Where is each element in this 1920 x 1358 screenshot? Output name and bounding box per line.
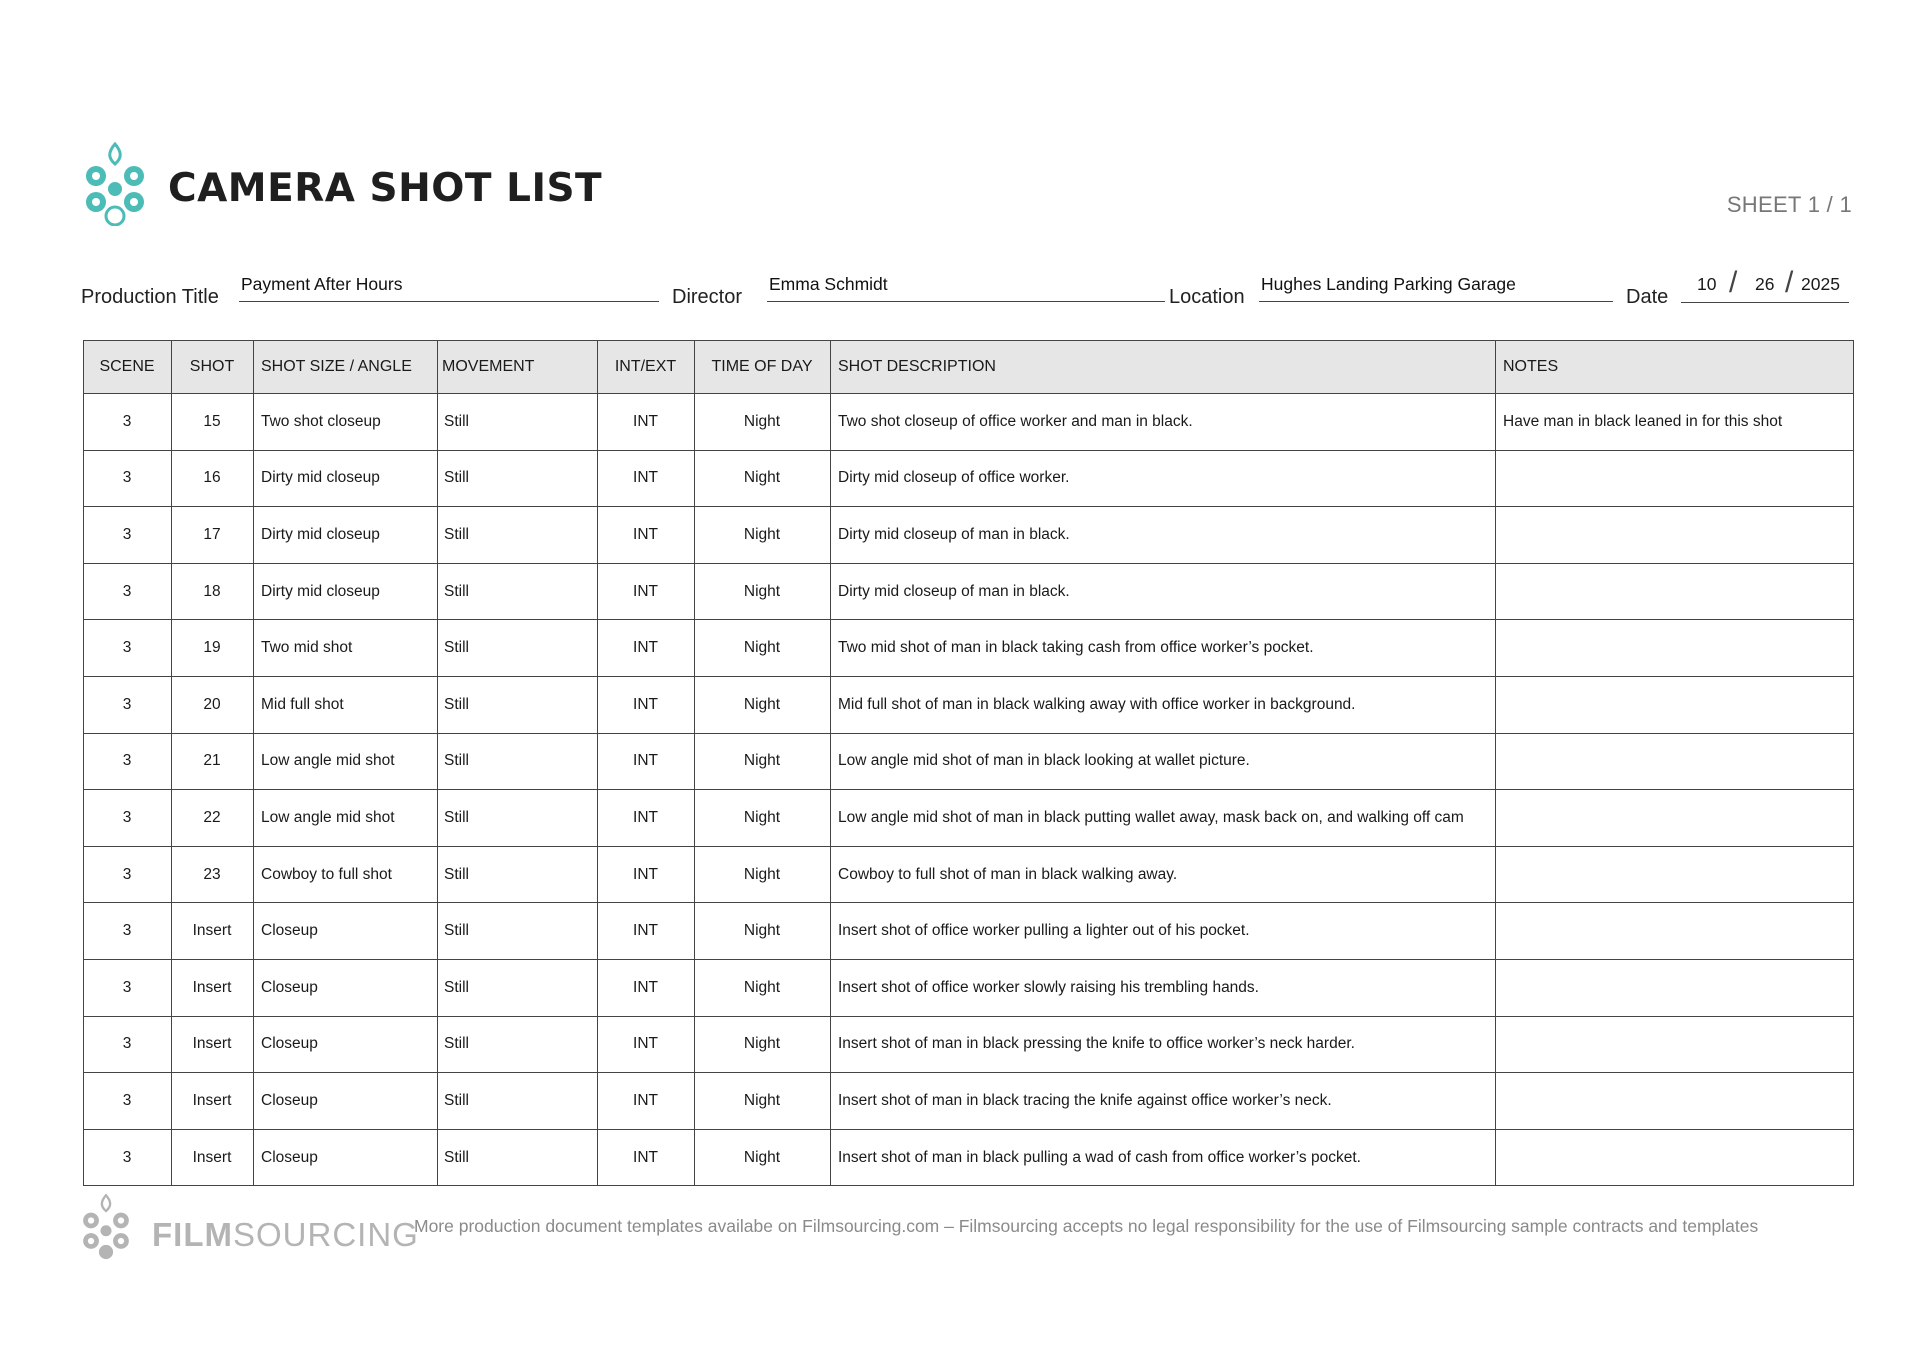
cell-shot-description[interactable]: Dirty mid closeup of man in black.	[831, 507, 1496, 564]
cell-time-of-day[interactable]: Night	[695, 846, 831, 903]
cell-int-ext[interactable]: INT	[598, 846, 695, 903]
cell-int-ext[interactable]: INT	[598, 507, 695, 564]
cell-shot-description[interactable]: Two mid shot of man in black taking cash from office worker’s pocket.	[831, 620, 1496, 677]
cell-notes[interactable]	[1496, 790, 1854, 847]
cell-movement[interactable]: Still	[438, 676, 598, 733]
column-header-shot-size-angle: SHOT SIZE / ANGLE	[254, 341, 438, 394]
cell-notes[interactable]	[1496, 450, 1854, 507]
cell-time-of-day[interactable]: Night	[695, 507, 831, 564]
cell-shot[interactable]: 19	[172, 620, 254, 677]
cell-time-of-day[interactable]: Night	[695, 1129, 831, 1186]
cell-int-ext[interactable]: INT	[598, 394, 695, 451]
cell-scene[interactable]: 3	[84, 676, 172, 733]
cell-shot-size-angle[interactable]: Dirty mid closeup	[254, 507, 438, 564]
cell-shot[interactable]: Insert	[172, 959, 254, 1016]
column-header-time-of-day: TIME OF DAY	[695, 341, 831, 394]
cell-shot-description[interactable]: Dirty mid closeup of office worker.	[831, 450, 1496, 507]
cell-shot-size-angle[interactable]: Mid full shot	[254, 676, 438, 733]
cell-shot[interactable]: Insert	[172, 903, 254, 960]
document-header	[82, 140, 1852, 230]
cell-int-ext[interactable]: INT	[598, 450, 695, 507]
cell-movement[interactable]: Still	[438, 450, 598, 507]
cell-shot-description[interactable]: Insert shot of office worker pulling a lighter out of his pocket.	[831, 903, 1496, 960]
cell-int-ext[interactable]: INT	[598, 1016, 695, 1073]
column-header-movement: MOVEMENT	[438, 341, 598, 394]
cell-shot-description[interactable]: Low angle mid shot of man in black putting wallet away, mask back on, and walking off cam	[831, 790, 1496, 847]
table-row	[84, 903, 1854, 960]
document-title: CAMERA SHOT LIST	[168, 166, 603, 211]
table-row	[84, 620, 1854, 677]
cell-scene[interactable]: 3	[84, 1073, 172, 1130]
cell-scene[interactable]: 3	[84, 733, 172, 790]
cell-movement[interactable]: Still	[438, 507, 598, 564]
cell-shot[interactable]: 23	[172, 846, 254, 903]
cell-shot-description[interactable]: Two shot closeup of office worker and man in black.	[831, 394, 1496, 451]
cell-shot-description[interactable]: Low angle mid shot of man in black looking at wallet picture.	[831, 733, 1496, 790]
cell-scene[interactable]: 3	[84, 507, 172, 564]
cell-int-ext[interactable]: INT	[598, 733, 695, 790]
date-year: 2025	[1801, 274, 1840, 294]
cell-shot[interactable]: 18	[172, 563, 254, 620]
cell-shot[interactable]: 16	[172, 450, 254, 507]
cell-shot-size-angle[interactable]: Dirty mid closeup	[254, 563, 438, 620]
column-header-shot: SHOT	[172, 341, 254, 394]
cell-movement[interactable]: Still	[438, 903, 598, 960]
cell-notes[interactable]	[1496, 959, 1854, 1016]
table-row	[84, 1073, 1854, 1130]
cell-movement[interactable]: Still	[438, 959, 598, 1016]
cell-shot-size-angle[interactable]: Closeup	[254, 903, 438, 960]
date-separator: /	[1785, 266, 1794, 299]
cell-int-ext[interactable]: INT	[598, 903, 695, 960]
cell-notes[interactable]: Have man in black leaned in for this shot	[1496, 394, 1854, 451]
cell-int-ext[interactable]: INT	[598, 676, 695, 733]
cell-shot-description[interactable]: Dirty mid closeup of man in black.	[831, 563, 1496, 620]
cell-time-of-day[interactable]: Night	[695, 394, 831, 451]
cell-time-of-day[interactable]: Night	[695, 959, 831, 1016]
production-title-label: Production Title	[81, 286, 219, 308]
column-header-shot-description: SHOT DESCRIPTION	[831, 341, 1496, 394]
cell-time-of-day[interactable]: Night	[695, 676, 831, 733]
cell-shot[interactable]: Insert	[172, 1073, 254, 1130]
cell-notes[interactable]	[1496, 507, 1854, 564]
cell-shot-description[interactable]: Cowboy to full shot of man in black walking away.	[831, 846, 1496, 903]
cell-notes[interactable]	[1496, 563, 1854, 620]
cell-int-ext[interactable]: INT	[598, 1129, 695, 1186]
cell-scene[interactable]: 3	[84, 959, 172, 1016]
cell-shot-size-angle[interactable]: Closeup	[254, 959, 438, 1016]
cell-notes[interactable]	[1496, 1073, 1854, 1130]
cell-movement[interactable]: Still	[438, 620, 598, 677]
director-label: Director	[672, 286, 743, 308]
cell-shot[interactable]: Insert	[172, 1129, 254, 1186]
cell-shot[interactable]: 21	[172, 733, 254, 790]
table-row	[84, 959, 1854, 1016]
footer-disclaimer: More production document templates availabe on Filmsourcing.com – Filmsourcing accepts no legal responsibility for the use of Filmsourcing sample contracts and templates	[414, 1216, 1759, 1236]
cell-notes[interactable]	[1496, 733, 1854, 790]
cell-int-ext[interactable]: INT	[598, 790, 695, 847]
cell-shot[interactable]: 17	[172, 507, 254, 564]
cell-shot-size-angle[interactable]: Two shot closeup	[254, 394, 438, 451]
cell-int-ext[interactable]: INT	[598, 1073, 695, 1130]
filmsourcing-logo-icon	[82, 140, 148, 226]
cell-shot-size-angle[interactable]: Two mid shot	[254, 620, 438, 677]
cell-notes[interactable]	[1496, 903, 1854, 960]
cell-time-of-day[interactable]: Night	[695, 790, 831, 847]
cell-scene[interactable]: 3	[84, 846, 172, 903]
date-label: Date	[1626, 286, 1669, 308]
cell-shot-size-angle[interactable]: Closeup	[254, 1073, 438, 1130]
cell-movement[interactable]: Still	[438, 733, 598, 790]
cell-movement[interactable]: Still	[438, 563, 598, 620]
cell-time-of-day[interactable]: Night	[695, 563, 831, 620]
director-field[interactable]: Emma Schmidt	[767, 274, 1165, 302]
cell-scene[interactable]: 3	[84, 790, 172, 847]
cell-shot-description[interactable]: Insert shot of man in black pulling a wad of cash from office worker’s pocket.	[831, 1129, 1496, 1186]
table-row	[84, 790, 1854, 847]
cell-notes[interactable]	[1496, 676, 1854, 733]
cell-time-of-day[interactable]: Night	[695, 1016, 831, 1073]
cell-shot[interactable]: Insert	[172, 1016, 254, 1073]
cell-shot-size-angle[interactable]: Low angle mid shot	[254, 733, 438, 790]
cell-shot-size-angle[interactable]: Low angle mid shot	[254, 790, 438, 847]
date-month: 10	[1697, 274, 1717, 294]
brand-light: SOURCING	[232, 1216, 419, 1253]
cell-scene[interactable]: 3	[84, 563, 172, 620]
cell-time-of-day[interactable]: Night	[695, 903, 831, 960]
production-title-field[interactable]: Payment After Hours	[239, 274, 659, 302]
cell-time-of-day[interactable]: Night	[695, 450, 831, 507]
cell-int-ext[interactable]: INT	[598, 959, 695, 1016]
date-field[interactable]	[1681, 266, 1849, 303]
cell-shot-size-angle[interactable]: Closeup	[254, 1016, 438, 1073]
date-separator: /	[1729, 266, 1738, 299]
cell-movement[interactable]: Still	[438, 1073, 598, 1130]
cell-scene[interactable]: 3	[84, 1129, 172, 1186]
cell-movement[interactable]: Still	[438, 790, 598, 847]
table-header-row	[84, 341, 1854, 394]
cell-notes[interactable]	[1496, 1129, 1854, 1186]
cell-notes[interactable]	[1496, 620, 1854, 677]
cell-scene[interactable]: 3	[84, 903, 172, 960]
table-row	[84, 676, 1854, 733]
cell-scene[interactable]: 3	[84, 1016, 172, 1073]
cell-shot-size-angle[interactable]: Cowboy to full shot	[254, 846, 438, 903]
cell-time-of-day[interactable]: Night	[695, 733, 831, 790]
cell-shot-description[interactable]: Mid full shot of man in black walking away with office worker in background.	[831, 676, 1496, 733]
cell-int-ext[interactable]: INT	[598, 563, 695, 620]
cell-time-of-day[interactable]: Night	[695, 620, 831, 677]
cell-shot-size-angle[interactable]: Closeup	[254, 1129, 438, 1186]
cell-shot-description[interactable]: Insert shot of man in black pressing the knife to office worker’s neck harder.	[831, 1016, 1496, 1073]
cell-shot[interactable]: 20	[172, 676, 254, 733]
cell-shot-size-angle[interactable]: Dirty mid closeup	[254, 450, 438, 507]
table-row	[84, 1016, 1854, 1073]
location-field[interactable]: Hughes Landing Parking Garage	[1259, 274, 1613, 302]
cell-scene[interactable]: 3	[84, 620, 172, 677]
cell-scene[interactable]: 3	[84, 394, 172, 451]
brand-wordmark	[152, 1216, 419, 1254]
production-info	[81, 266, 1851, 312]
filmsourcing-footer-logo-icon	[80, 1190, 132, 1262]
sheet-number: SHEET 1 / 1	[1726, 192, 1852, 217]
table-row	[84, 733, 1854, 790]
table-row	[84, 563, 1854, 620]
cell-shot[interactable]: 15	[172, 394, 254, 451]
column-header-scene: SCENE	[84, 341, 172, 394]
cell-movement[interactable]: Still	[438, 1129, 598, 1186]
cell-shot[interactable]: 22	[172, 790, 254, 847]
brand-bold: FILM	[152, 1216, 233, 1253]
cell-movement[interactable]: Still	[438, 846, 598, 903]
table-row	[84, 846, 1854, 903]
table-row	[84, 394, 1854, 451]
cell-time-of-day[interactable]: Night	[695, 1073, 831, 1130]
page-footer	[80, 1190, 1860, 1260]
location-label: Location	[1169, 286, 1245, 308]
cell-shot-description[interactable]: Insert shot of man in black tracing the knife against office worker’s neck.	[831, 1073, 1496, 1130]
cell-shot-description[interactable]: Insert shot of office worker slowly raising his trembling hands.	[831, 959, 1496, 1016]
shot-list-table	[83, 340, 1854, 1186]
table-row	[84, 1129, 1854, 1186]
table-body	[84, 394, 1854, 1186]
cell-scene[interactable]: 3	[84, 450, 172, 507]
date-day: 26	[1755, 274, 1775, 294]
column-header-int-ext: INT/EXT	[598, 341, 695, 394]
table-row	[84, 450, 1854, 507]
column-header-notes: NOTES	[1496, 341, 1854, 394]
cell-notes[interactable]	[1496, 846, 1854, 903]
cell-int-ext[interactable]: INT	[598, 620, 695, 677]
cell-notes[interactable]	[1496, 1016, 1854, 1073]
cell-movement[interactable]: Still	[438, 1016, 598, 1073]
table-row	[84, 507, 1854, 564]
cell-movement[interactable]: Still	[438, 394, 598, 451]
